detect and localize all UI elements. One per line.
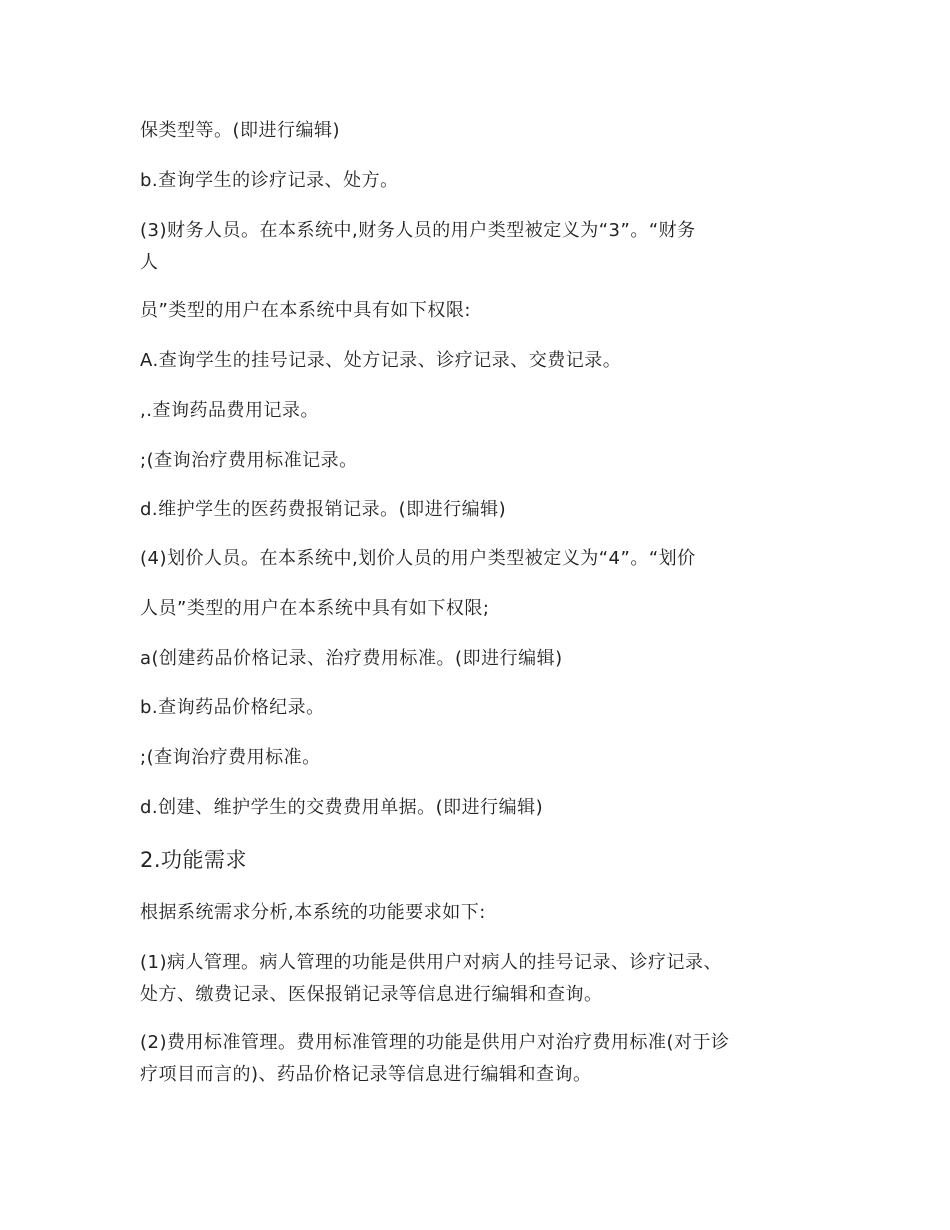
text-line: 根据系统需求分析,本系统的功能要求如下: (140, 902, 486, 923)
text-line: 保类型等。(即进行编辑) (140, 120, 341, 141)
text-line: b.查询药品价格纪录。 (140, 697, 325, 718)
text-line: d.创建、维护学生的交费费用单据。(即进行编辑) (140, 797, 544, 818)
text-line: ;(查询治疗费用标准。 (140, 747, 321, 768)
text-line: (2)费用标准管理。费用标准管理的功能是供用户对治疗费用标准(对于诊 (140, 1032, 730, 1053)
text-line: (1)病人管理。病人管理的功能是供用户对病人的挂号记录、诊疗记录、 (140, 952, 722, 973)
section-heading: 2.功能需求 (140, 848, 248, 872)
text-line: (3)财务人员。在本系统中,财务人员的用户类型被定义为“3”。“财务 (140, 220, 696, 241)
text-line: A.查询学生的挂号记录、处方记录、诊疗记录、交费记录。 (140, 350, 622, 371)
text-line: 处方、缴费记录、医保报销记录等信息进行编辑和查询。 (140, 984, 603, 1005)
text-line: 疗项目而言的)、药品价格记录等信息进行编辑和查询。 (140, 1064, 592, 1085)
text-line: b.查询学生的诊疗记录、处方。 (140, 170, 399, 191)
text-line: 人 (140, 252, 159, 273)
text-line: ;(查询治疗费用标准记录。 (140, 450, 358, 471)
text-line: d.维护学生的医药费报销记录。(即进行编辑) (140, 499, 507, 520)
text-line: 员”类型的用户在本系统中具有如下权限: (140, 300, 471, 321)
text-line: 人员”类型的用户在本系统中具有如下权限; (140, 598, 490, 619)
text-line: ,.查询药品费用记录。 (140, 400, 319, 421)
text-line: a(创建药品价格记录、治疗费用标准。(即进行编辑) (140, 648, 563, 669)
text-line: (4)划价人员。在本系统中,划价人员的用户类型被定义为“4”。“划价 (140, 548, 696, 569)
